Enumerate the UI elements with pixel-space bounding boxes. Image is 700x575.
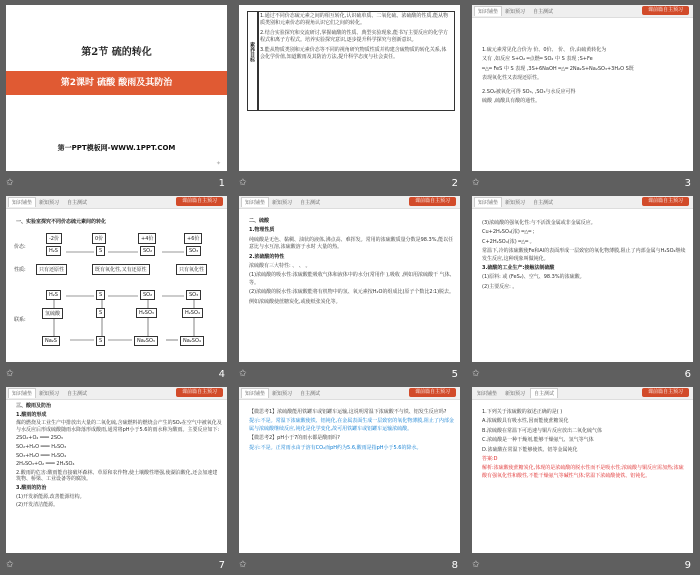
text-line: 3.酸雨的防治 [16,484,47,491]
property-box: 只有还原性 [36,264,67,275]
text-line: 纯硫酸是无色、黏稠、油状的液体,沸点高、难挥发。常用的浓硫酸质量分数是98.3%,能以任意比与水互溶,浓硫酸溶于水时 大量的热。 [249,236,454,251]
text-line: SO₃+H₂O ═══ H₂SO₄ [16,452,67,459]
compound-box: Na₂S [42,336,60,346]
slide-thumbnail-3[interactable] [472,5,693,171]
star-icon[interactable]: ✩ [472,560,480,570]
section-ribbon: 课前篇自主预习 [642,6,689,15]
slide-cell-2[interactable] [233,0,466,191]
slide-cell-7[interactable] [0,382,233,573]
text-line: Cu+2H₂SO₄(浓) ═△═ ; [482,229,535,236]
slide-thumbnail-6[interactable] [472,196,693,362]
text-line: 2SO₂+O₂ ═══ 2SO₃ [16,435,63,442]
slide-thumbnail-9[interactable] [472,387,693,553]
tab-preview[interactable]: 新知预习 [505,9,526,15]
tab-preview[interactable]: 新知预习 [39,200,60,206]
star-icon[interactable]: ✩ [6,369,14,379]
text-line: 2H₂SO₃+O₂ ═══ 2H₂SO₄ [16,461,75,468]
valence-label: 价态: [14,244,26,250]
slide-cell-1[interactable] [0,0,233,191]
compound-box: H₂SO₄ [182,308,203,318]
slide-cell-5[interactable] [233,191,466,382]
slide-cell-8[interactable] [233,382,466,573]
star-icon[interactable]: ✩ [239,369,247,379]
explanation-text: 解析:浓硫酸使蔗糖炭化,体现的是浓硫酸的脱水性而不是吸水性;浓硫酸与铜反应需加热;浓硫酸有强氧化性和酸性,不能干燥氨气等碱性气体;常温下浓硫酸使铁、铝钝化。 [482,465,684,479]
goals-text [260,13,451,63]
compound-box: S [96,336,105,346]
slide-cell-9[interactable] [466,382,699,573]
star-icon[interactable]: ✩ [6,178,14,188]
tab-knowledge[interactable]: 知识铺垫 [474,197,502,207]
star-icon[interactable]: ✩ [239,178,247,188]
tab-preview[interactable]: 新知预习 [272,200,293,206]
text-line: 常温下,冷的浓硫酸使Fe和Al的表面形成一层致密的氧化物薄膜,阻止了内部金属与H₂SO₄继续发生反应,这种现象叫做钝化。 [482,248,686,262]
tab-knowledge[interactable]: 知识铺垫 [474,6,502,16]
section-ribbon: 课前篇自主预习 [642,388,689,397]
slide-number: 3 [684,178,691,189]
text-line: 三、酸雨及防治 [16,403,52,409]
corner-mark-icon: ✦ [215,160,221,167]
property-box: 既有氧化性,又有还原性 [92,264,150,275]
goal-item: 3.能从物质类别和元素价态等不同的视角研究物质性质并构建含硫物质的转化关系,体会化学价值,知道酸雨及其防治方法,提升科学态度与社会责任。 [260,46,447,61]
question-stem: 1.下列关于浓硫酸的叙述正确的是( ) [482,409,563,415]
text-line: (1)浓硫酸的吸水性:浓硫酸能吸收气体和液体中的水分(常用作 ),吸收 ,例如用浓硫酸干 气体、 等。 [249,272,455,286]
compound-box: 氢硫酸 [42,308,63,319]
section-ribbon: 课前篇自主预习 [176,388,223,397]
tab-knowledge[interactable]: 知识铺垫 [241,388,269,398]
species-box: SO₃ [186,246,201,256]
valence-box: 0价 [92,233,106,244]
goal-item: 1.通过不同价态硫元素之间的相互转化,认识硫单质、二氧化硫、浓硫酸的性质,能从物质类别和元素价态的视角认识它们之间的转化。 [260,13,448,27]
text-line: 表现氧化性又表现还原性。 [482,75,543,82]
slide-thumbnail-7[interactable] [6,387,227,553]
content-text [249,409,455,454]
text-line: 2.浓硫酸的特性 [249,253,285,260]
option-d: D.浓硫酸在常温下能够使铁、铝等金属钝化 [482,446,578,453]
text-line: 1.硫元素常见化合价为 价、0价、 价、 价,由硫黄转化为 [482,47,607,53]
slide-thumbnail-1[interactable] [6,5,227,171]
property-label: 性质: [14,267,26,273]
tab-preview[interactable]: 新知预习 [505,391,526,397]
compound-box: Na₂SO₃ [134,336,158,346]
text-line: 又有 ,如反应 S+O₂ ═点燃═ SO₂ 中 S 表现 ;S+Fe [482,56,593,63]
text-line: 二、硫酸 [249,218,270,224]
compound-box: H₂SO₃ [136,308,157,318]
text-line: 硫酸 ,硫酸具有酸的通性。 [482,98,541,105]
lesson-banner: 第2课时 硫酸 酸雨及其防治 [6,71,227,95]
text-line: 1.酸雨的形成 [16,411,47,418]
section-heading: 一、实验室探究不同价态硫元素间的转化 [16,219,107,225]
option-a: A.浓硫酸具有吸水性,因而能使蔗糖炭化 [482,418,569,425]
slide-number: 9 [684,560,691,571]
text-line: 提示:不是。常温下浓硫酸使铁、铝钝化,在金属表面生成一层致密的氧化物薄膜,阻止了内部金属与浓硫酸继续反应,钝化是化学变化,故可用铁罐车或铝罐车运输浓硫酸。 [249,418,454,432]
tab-selftest[interactable]: 自主测试 [533,9,554,15]
valence-box: +4价 [138,233,156,244]
slide-cell-6[interactable] [466,191,699,382]
answer-text: 答案:D [482,456,498,463]
property-box: 只有氧化性 [176,264,207,275]
star-icon[interactable]: ✩ [472,178,480,188]
tab-preview[interactable]: 新知预习 [505,200,526,206]
text-line: (1)开发新能源,改善能源结构。 [16,493,85,500]
tab-selftest[interactable]: 自主测试 [67,200,88,206]
content-text [482,409,688,482]
valence-box: -2价 [46,233,62,244]
slide-cell-4[interactable] [0,191,233,382]
species-box: S [96,246,105,256]
content-text [249,218,455,308]
section-ribbon: 课前篇自主预习 [409,197,456,206]
slide-title: 第2节 硫的转化 [81,47,152,58]
slide-thumbnail-2[interactable] [239,5,460,171]
side-label: 素养目标 [249,42,255,62]
star-icon[interactable]: ✩ [6,560,14,570]
text-line: 【微思考2】pH小于7的雨水都是酸雨吗? [249,435,340,442]
slide-thumbnail-8[interactable] [239,387,460,553]
section-ribbon: 课前篇自主预习 [409,388,456,397]
slide-number: 7 [218,560,225,571]
text-line: C+2H₂SO₄(浓) ═△═ 。 [482,238,535,245]
content-text [16,403,222,511]
content-text [482,220,688,293]
site-watermark: 第一PPT模板网-WWW.1PPT.COM [57,144,176,152]
slide-number: 6 [684,369,691,380]
compound-box: S [96,308,105,318]
text-line: 1.物理性质 [249,227,275,234]
species-box: H₂S [46,246,61,256]
text-line: 2.酸雨的危害:酸雨能直接破坏森林、草原和农作物,使土壤酸性增强,使湖泊酸化,还会加速建筑物、桥梁、工业设备等的腐蚀。 [16,469,218,483]
link-label: 联系: [14,317,26,323]
tab-preview[interactable]: 新知预习 [272,391,293,397]
slide-number: 1 [218,178,225,189]
star-icon[interactable]: ✩ [239,560,247,570]
section-ribbon: 课前篇自主预习 [642,197,689,206]
text-line: (2)主要反应: 。 [482,283,518,290]
goal-item: 2.结合实验探究和交流研讨,掌握硫酸的性质、典型实验现象,能书写主要反应的化学方程式和离子方程式。培养实验探究意识,逐步提升科学探究与创新意识。 [260,29,448,44]
tab-knowledge[interactable]: 知识铺垫 [8,197,36,207]
text-line: 2.SO₂被氧化可得 SO₃, ,SO₃与水反应可得 [482,88,576,95]
slide-number: 4 [218,369,225,380]
species-box: SO₃ [186,290,201,300]
tab-knowledge[interactable]: 知识铺垫 [8,388,36,398]
tab-knowledge[interactable]: 知识铺垫 [477,391,498,397]
valence-box: +6价 [184,233,202,244]
tab-selftest[interactable]: 自主测试 [300,200,321,206]
tab-selftest[interactable]: 自主测试 [67,391,88,397]
transformation-arrows [6,196,227,362]
text-line: (1)原料: 或 (FeS₂)、空气、98.3%的浓硫酸。 [482,274,585,281]
star-icon[interactable]: ✩ [472,369,480,379]
slide-cell-3[interactable] [466,0,699,191]
tab-selftest[interactable]: 自主测试 [533,200,554,206]
text-line: ═△═ FeS 中 S 表现 ,3S+6NaOH ═△═ 2Na₂S+Na₂SO₃+3H₂O S既 [482,65,634,72]
tab-selftest[interactable]: 自主测试 [530,388,558,398]
text-line: 例如浓硫酸使蔗糖炭化,或使纸张炭化等。 [249,298,341,305]
option-b: B.浓硫酸在常温下可迅速与铜片反应放出二氧化硫气体 [482,427,603,434]
text-line: (2)开发清洁能源。 [16,502,59,509]
slide-thumbnail-4[interactable] [6,196,227,362]
text-line: 浓硫酸有三大特性: 、 、 。 [249,263,311,270]
compound-box: Na₂SO₄ [180,336,204,346]
species-box: SO₂ [140,246,155,256]
text-line: 煤的燃烧及工业生产中排放出大量的二氧化硫,含硫燃料的燃烧会产生的SO₂在空气中被氧化及与水反应后形成硫酸随雨水降落形成酸雨,通常将pH小于5.6的雨水称为酸雨。主要反应如下: [16,420,222,433]
content-text [482,47,688,107]
text-line: 【微思考1】浓硫酸能用铁罐车或铝罐车运输,这说明常温下浓硫酸不与铁、铝发生反应吗? [249,409,447,415]
species-box: SO₂ [140,290,155,300]
species-box: S [96,290,105,300]
text-line: 提示:不是。正常雨水由于溶有CO₂而pH约为5.6,酸雨是指pH小于5.6的降水。 [249,444,422,451]
slide-number: 5 [451,369,458,380]
slide-number: 2 [451,178,458,189]
slide-thumbnail-5[interactable] [239,196,460,362]
text-line: SO₂+H₂O ═══ H₂SO₃ [16,443,67,450]
option-c: C.浓硫酸是一种干燥剂,能够干燥氨气、氢气等气体 [482,437,594,444]
text-line: (3)浓硫酸的强氧化性:与不活泼金属或非金属反应。 [482,220,596,226]
tab-selftest[interactable]: 自主测试 [300,391,321,397]
tab-preview[interactable]: 新知预习 [39,391,60,397]
text-line: (2)浓硫酸的脱水性:浓硫酸能将有机物中的氢、氧元素按H₂O的组成比(原子个数比2∶1)脱去。 [249,289,455,296]
text-line: 3.硫酸的工业生产:接触法制硫酸 [482,265,555,272]
species-box: H₂S [46,290,61,300]
section-ribbon: 课前篇自主预习 [176,197,223,206]
tab-knowledge[interactable]: 知识铺垫 [241,197,269,207]
slide-number: 8 [451,560,458,571]
